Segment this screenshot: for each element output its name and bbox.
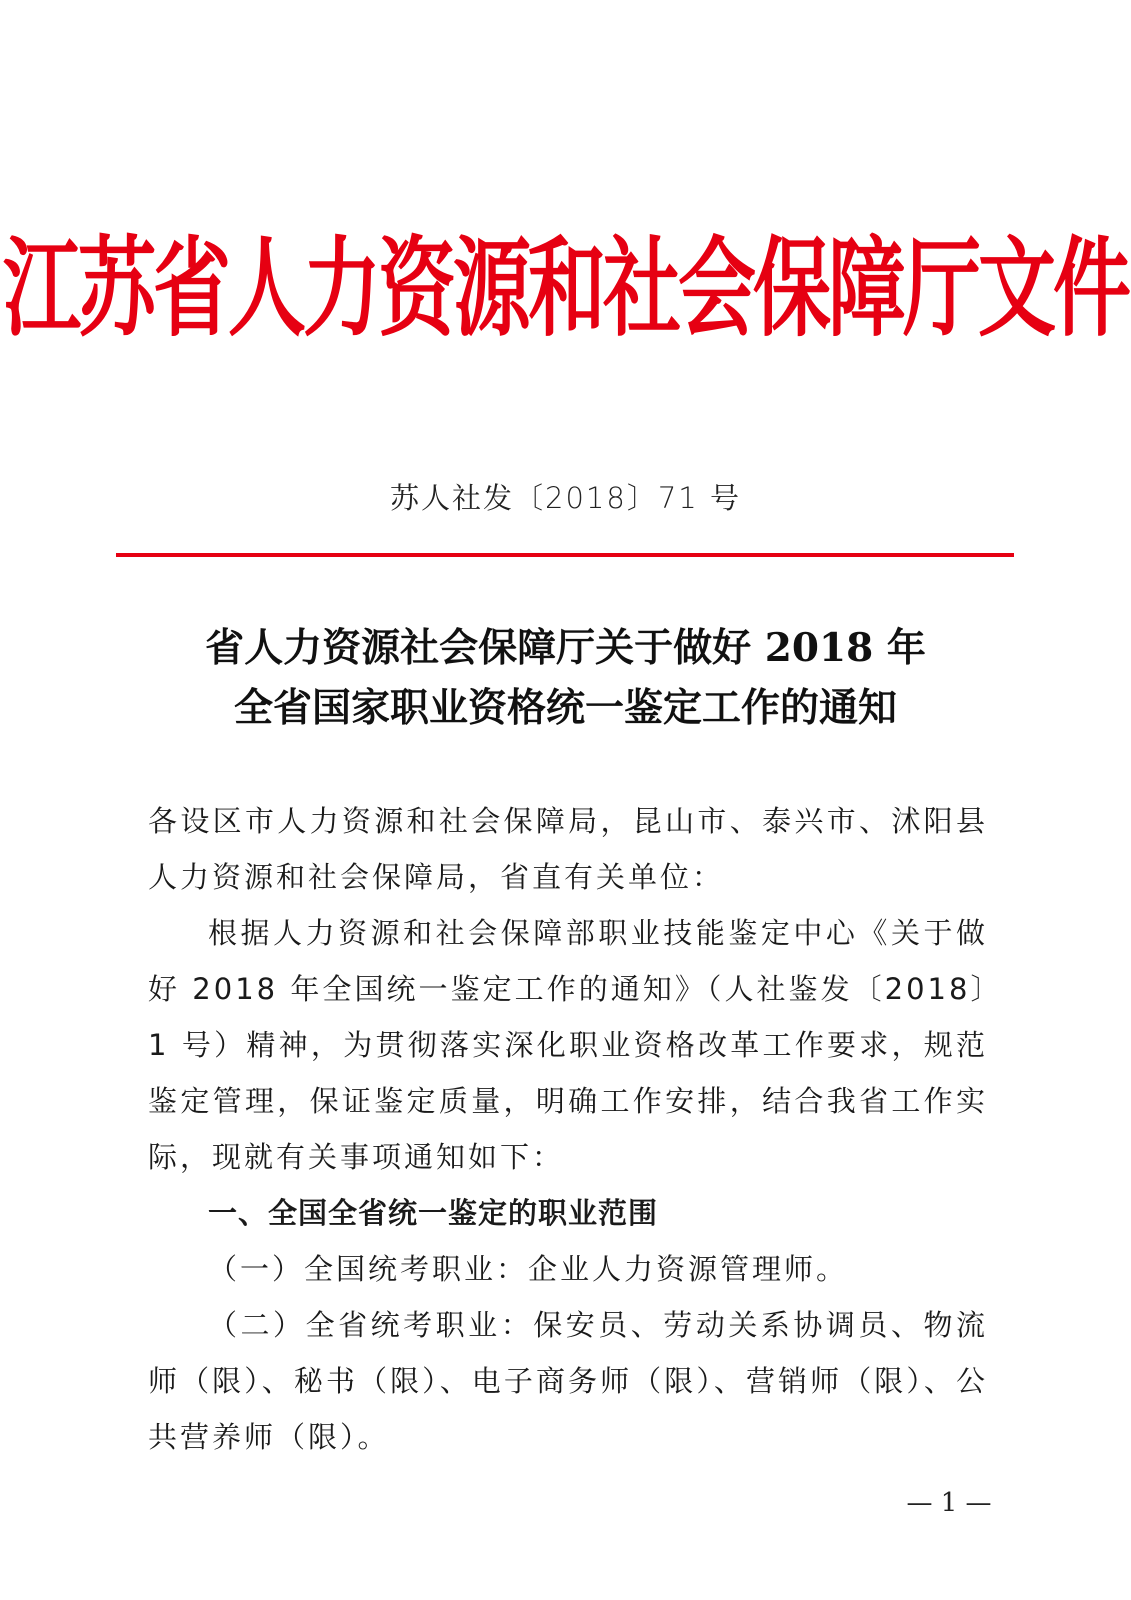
recipients-paragraph: 各设区市人力资源和社会保障局，昆山市、泰兴市、沭阳县人力资源和社会保障局，省直有关单位：: [148, 804, 988, 894]
section-item-2: （二）全省统考职业：保安员、劳动关系协调员、物流师（限）、秘书（限）、电子商务师（限）、营销师（限）、公共营养师（限）。: [148, 1308, 988, 1454]
title-line-1: 省人力资源社会保障厅关于做好 2018 年: [205, 625, 926, 671]
section-item-1: （一）全国统考职业：企业人力资源管理师。: [208, 1252, 849, 1286]
page-number: — 1 —: [906, 1488, 992, 1518]
document-number: 苏人社发〔2018〕71 号: [390, 481, 741, 515]
masthead: [0, 210, 1131, 350]
document-body: [148, 793, 988, 1465]
intro-paragraph: 根据人力资源和社会保障部职业技能鉴定中心《关于做好 2018 年全国统一鉴定工作的通知》（人社鉴发〔2018〕1 号）精神，为贯彻落实深化职业资格改革工作要求，规范鉴定管理，保证鉴定质量，明确工作安排，结合我省工作实际，现就有关事项通知如下：: [148, 916, 988, 1174]
section-heading: 一、全国全省统一鉴定的职业范围: [208, 1196, 659, 1230]
red-divider-line: [116, 553, 1014, 557]
document-title: [0, 618, 1131, 738]
title-line-2: 全省国家职业资格统一鉴定工作的通知: [233, 685, 897, 731]
masthead-title: 江苏省人力资源和社会保障厅文件: [2, 226, 1128, 352]
